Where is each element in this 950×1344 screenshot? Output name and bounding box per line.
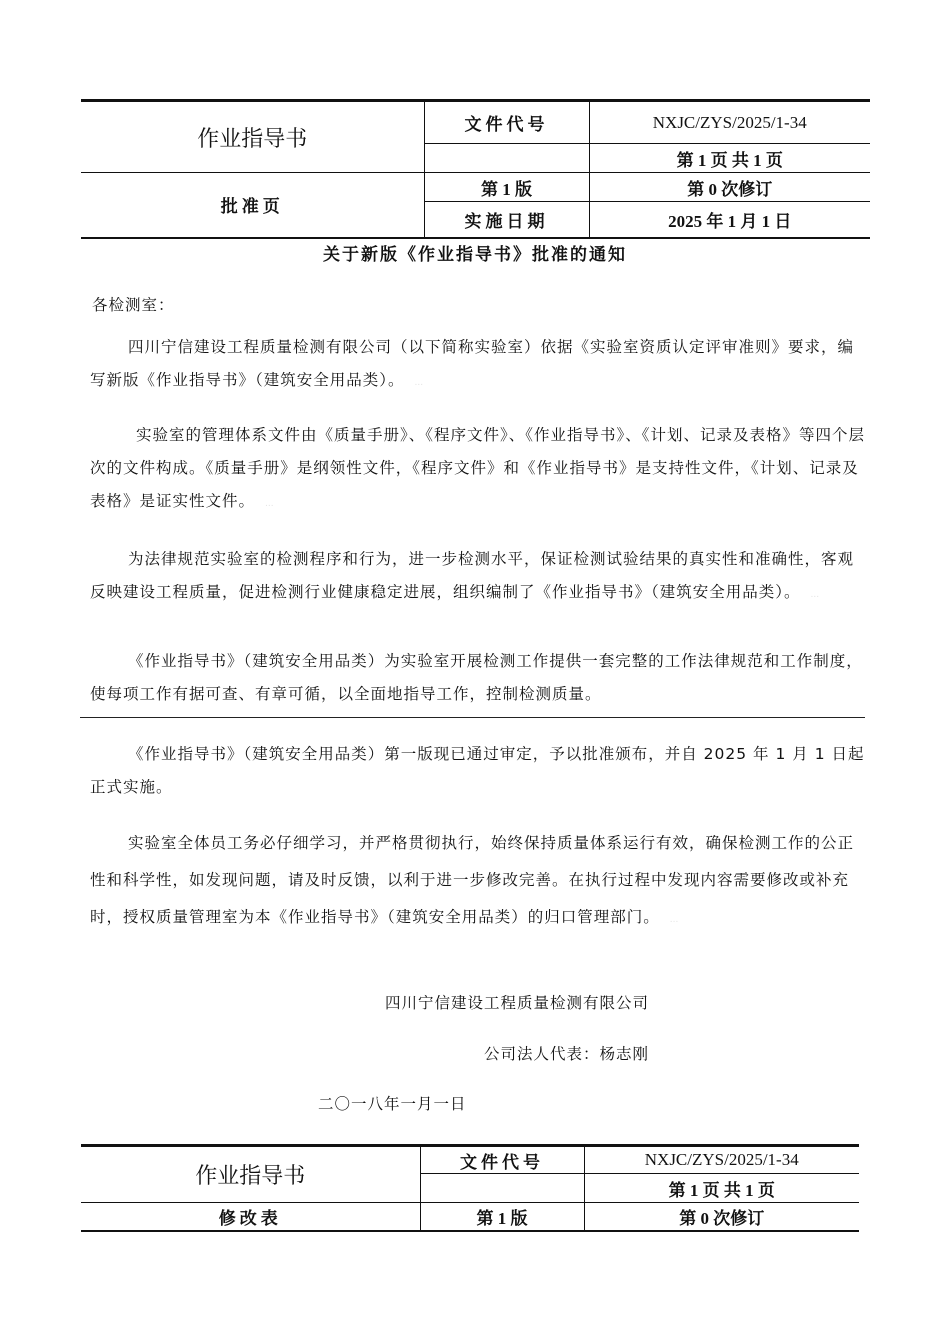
header1-date: 2025 年 1 月 1 日 — [589, 202, 870, 238]
section-divider — [80, 717, 865, 718]
sign-date: 二〇一八年一月一日 — [318, 1095, 467, 1113]
header1-date-label: 实施日期 — [424, 202, 589, 238]
paragraph-1 — [90, 331, 865, 400]
faint-watermark: ... — [669, 915, 679, 925]
header2-empty-cell — [420, 1174, 584, 1203]
header1-revision: 第 0 次修订 — [589, 173, 870, 202]
header2-revision: 第 0 次修订 — [584, 1203, 859, 1231]
paragraph-2 — [90, 419, 865, 521]
paragraph-3-text: 为法律规范实验室的检测程序和行为，进一步检测水平，保证检测试验结果的真实性和准确性，客观反映建设工程质量，促进检测行业健康稳定进展，组织编制了《作业指导书》（建筑安全用品类）。 — [90, 550, 855, 601]
legal-representative: 公司法人代表：杨志刚 — [484, 1045, 650, 1063]
paragraph-6 — [90, 825, 865, 939]
faint-watermark: ... — [265, 499, 274, 509]
header1-doc-code-label: 文件代号 — [424, 102, 589, 144]
header1-doc-code: NXJC/ZYS/2025/1-34 — [589, 102, 870, 144]
header1-section: 批准页 — [81, 173, 424, 238]
header2-page-info: 第 1 页 共 1 页 — [584, 1174, 859, 1203]
paragraph-3 — [90, 543, 865, 612]
header1-page-info: 第 1 页 共 1 页 — [589, 144, 870, 173]
faint-watermark: ... — [810, 590, 820, 600]
paragraph-5 — [90, 738, 865, 804]
greeting: 各检测室： — [92, 296, 175, 314]
paragraph-6-text: 实验室全体员工务必仔细学习，并严格贯彻执行，始终保持质量体系运行有效，确保检测工作的公正性和科学性，如发现问题，请及时反馈，以利于进一步修改完善。在执行过程中发现内容需要修改或补充时，授权质量管理室为本《作业指导书》（建筑安全用品类）的归口管理部门。 — [90, 834, 855, 926]
faint-watermark: ... — [414, 378, 424, 388]
header2-title: 作业指导书 — [81, 1147, 420, 1203]
header1-empty-cell — [424, 144, 589, 173]
header2-doc-code-label: 文件代号 — [420, 1147, 584, 1174]
paragraph-4 — [90, 645, 865, 711]
header2-section: 修改表 — [81, 1203, 420, 1231]
header1-title: 作业指导书 — [81, 102, 424, 173]
header1-table — [81, 101, 870, 239]
header2-doc-code: NXJC/ZYS/2025/1-34 — [584, 1147, 859, 1174]
company-name: 四川宁信建设工程质量检测有限公司 — [385, 994, 650, 1012]
header1-edition: 第 1 版 — [424, 173, 589, 202]
paragraph-2-text: 实验室的管理体系文件由《质量手册》、《程序文件》、《作业指导书》、《计划、记录及表格》等四个层次的文件构成。《质量手册》是纲领性文件，《程序文件》和《作业指导书》是支持性文件，《计划、记录及表格》是证实性文件。 — [90, 426, 866, 510]
paragraph-5-text: 《作业指导书》（建筑安全用品类）第一版现已通过审定，予以批准颁布，并自 2025 年 1 月 1 日起正式实施。 — [90, 745, 865, 796]
header2-table — [81, 1146, 859, 1232]
notice-title: 关于新版《作业指导书》批准的通知 — [323, 245, 627, 265]
paragraph-1-text: 四川宁信建设工程质量检测有限公司（以下简称实验室）依据《实验室资质认定评审准则》要求，编写新版《作业指导书》（建筑安全用品类）。 — [90, 338, 855, 389]
header2-edition: 第 1 版 — [420, 1203, 584, 1231]
paragraph-4-text: 《作业指导书》（建筑安全用品类）为实验室开展检测工作提供一套完整的工作法律规范和工作制度，使每项工作有据可查、有章可循，以全面地指导工作，控制检测质量。 — [90, 652, 863, 703]
